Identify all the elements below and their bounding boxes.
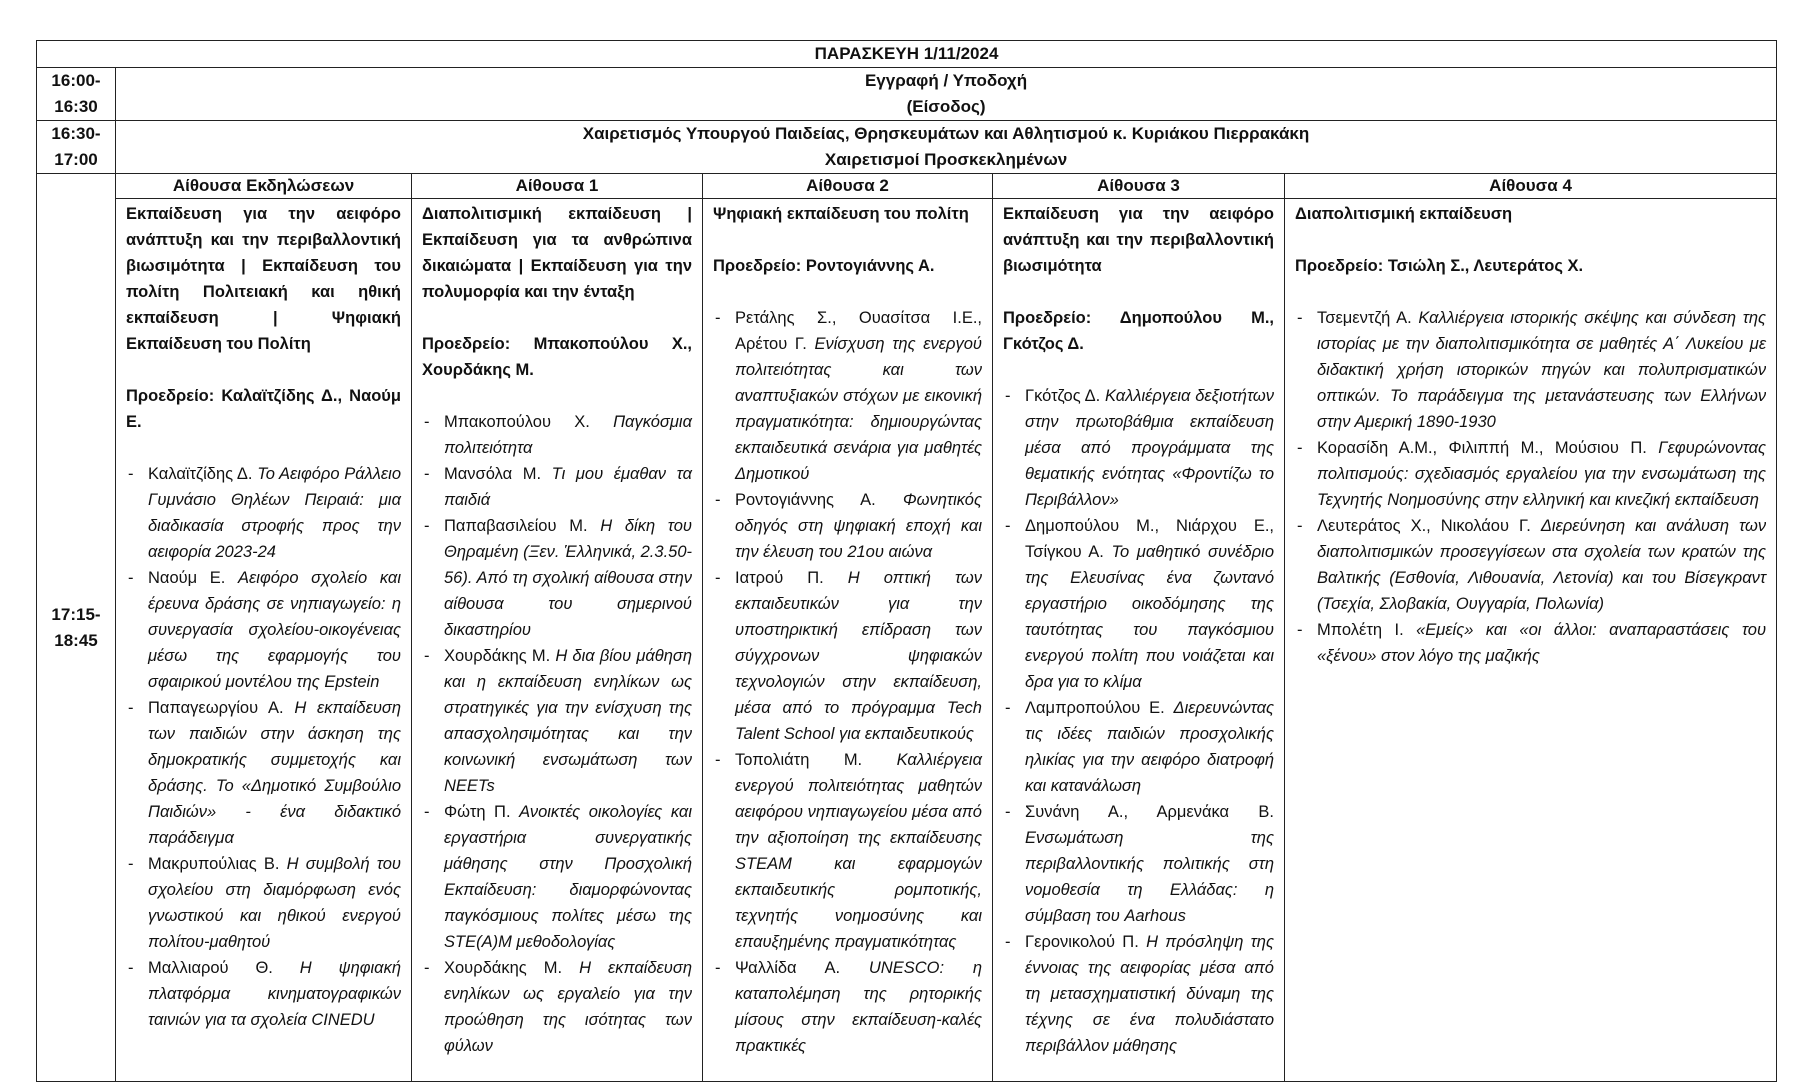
talk-authors: Λαμπροπούλου Ε. — [1025, 699, 1174, 717]
talk-authors: Συνάνη Α., Αρμενάκα Β. — [1025, 803, 1274, 821]
talk-item — [713, 565, 982, 747]
session-topic: Εκπαίδευση για την αειφόρο ανάπτυξη και την περιβαλλοντική βιωσιμότητα | Εκπαίδευση του πολίτη Πολιτειακή και ηθική εκπαίδευση | Ψηφιακή Εκπαίδευση του Πολίτη — [126, 205, 401, 353]
room-program-cell — [116, 199, 412, 1082]
session-topic: Ψηφιακή εκπαίδευση του πολίτη — [713, 205, 969, 223]
time-slot-session — [37, 174, 116, 1082]
session-topic: Εκπαίδευση για την αειφόρο ανάπτυξη και την περιβαλλοντική βιωσιμότητα — [1003, 205, 1274, 275]
session-chair: Προεδρείο: Τσιώλη Σ., Λευτεράτος Χ. — [1295, 257, 1584, 275]
talk-item — [713, 747, 982, 955]
time-slot-greetings — [37, 121, 116, 174]
talk-item — [422, 799, 692, 955]
talk-title: Το Αειφόρο Ράλλειο Γυμνάσιο Θηλέων Πειραιά: μια διαδικασία στροφής προς την αειφορία 2023-24 — [148, 465, 401, 561]
talk-item — [713, 487, 982, 565]
talk-item — [422, 955, 692, 1059]
talk-authors: Ιατρού Π. — [735, 569, 848, 587]
session-chair: Προεδρείο: Ροντογιάννης Α. — [713, 257, 935, 275]
talk-title: Η δίκη του Θηραμένη (Ξεν. Ἑλληνικά, 2.3.50-56). Από τη σχολική αίθουσα στην αίθουσα του σημερινού δικαστηρίου — [444, 517, 692, 639]
talk-authors: Μπολέτη Ι. — [1317, 621, 1417, 639]
talk-title: Γεφυρώνοντας πολιτισμούς: σχεδιασμός εργαλείου για την ενσωμάτωση της Τεχνητής Νοημοσύνης στην ελληνική και κινεζική εκπαίδευση — [1317, 439, 1767, 509]
session-chair: Προεδρείο: Καλαϊτζίδης Δ., Ναούμ Ε. — [126, 387, 401, 431]
room-program-cell — [412, 199, 703, 1082]
talk-list — [713, 305, 982, 1059]
talk-item — [126, 695, 401, 851]
talk-title: Η δια βίου μάθηση και η εκπαίδευση ενηλίκων ως στρατηγικές για την ενίσχυση της απασχολησιμότητας και την κοινωνική ενσωμάτωση των NEETs — [444, 647, 692, 795]
talk-list — [1003, 383, 1274, 1059]
talk-title: Ενσωμάτωση της περιβαλλοντικής πολιτικής στη νομοθεσία τη Ελλάδας: η σύμβαση του Aarhous — [1025, 829, 1274, 925]
talk-authors: Δημοπούλου Μ., Νιάρχου Ε., Τσίγκου Α. — [1025, 517, 1274, 561]
room-program-cell — [1285, 199, 1777, 1082]
session-chair: Προεδρείο: Μπακοπούλου Χ., Χουρδάκης Μ. — [422, 335, 692, 379]
talk-title: Αειφόρο σχολείο και έρευνα δράσης σε νηπιαγωγείο: η συνεργασία σχολείου-οικογένειας μέσω της εφαρμογής του σφαιρικού μοντέλου της Epstein — [148, 569, 401, 691]
room-program-cell — [993, 199, 1285, 1082]
room-header: Αίθουσα 4 — [1285, 174, 1777, 199]
talk-authors: Ροντογιάννης Α. — [735, 491, 903, 509]
talk-title: Η οπτική των εκπαιδευτικών για την υποστηρικτική επίδραση των σύγχρονων ψηφιακών τεχνολογιών στην εκπαίδευση, μέσα από το πρόγραμμα Tech Talent School για εκπαιδευτικούς — [735, 569, 982, 743]
talk-authors: Γερονικολού Π. — [1025, 933, 1147, 951]
room-header: Αίθουσα Εκδηλώσεων — [116, 174, 412, 199]
talk-item — [422, 461, 692, 513]
talk-authors: Τοπολιάτη Μ. — [735, 751, 897, 769]
talk-item — [1003, 695, 1274, 799]
talk-item — [126, 955, 401, 1033]
talk-title: «Εμείς» και «οι άλλοι: αναπαραστάσεις του «ξένου» στον λόγο της μαζικής — [1317, 621, 1767, 665]
talk-item — [1295, 305, 1766, 435]
talk-authors: Λευτεράτος Χ., Νικολάου Γ. — [1317, 517, 1541, 535]
day-title: ΠΑΡΑΣΚΕΥΗ 1/11/2024 — [37, 41, 1777, 68]
talk-list — [422, 409, 692, 1059]
talk-item — [713, 305, 982, 487]
talk-authors: Μακρυπούλιας Β. — [148, 855, 287, 873]
talk-item — [126, 851, 401, 955]
schedule-table — [36, 40, 1777, 1082]
talk-item — [1295, 513, 1766, 617]
talk-title: Διερεύνηση και ανάλυση των διαπολιτισμικών προσεγγίσεων στα σχολεία των κρατών της Βαλτικής (Εσθονία, Λιθουανία, Λετονία) και του Βίσεγκραντ (Τσεχία, Σλοβακία, Ουγγαρία, Πολωνία) — [1317, 517, 1767, 613]
registration-label: Εγγραφή / Υποδοχή — [864, 71, 1028, 90]
talk-title: Τι μου έμαθαν τα παιδιά — [444, 465, 692, 509]
talk-item — [1295, 435, 1766, 513]
talk-authors: Γκότζος Δ. — [1025, 387, 1105, 405]
talk-title: Ανοικτές οικολογίες και εργαστήρια συνεργατικής μάθησης στην Προσχολική Εκπαίδευση: διαμορφώνοντας παγκόσμιους πολίτες μέσω της STE(A)M μεθοδολογίας — [444, 803, 692, 951]
talk-title: Η εκπαίδευση ενηλίκων ως εργαλείο για την προώθηση της ισότητας των φύλων — [444, 959, 692, 1055]
talk-authors: Καλαϊτζίδης Δ. — [148, 465, 258, 483]
time-slot-registration — [37, 68, 116, 121]
talk-list — [126, 461, 401, 1033]
time-label: 16:30- 17:00 — [51, 124, 101, 169]
talk-item — [1003, 513, 1274, 695]
talk-authors: Ψαλλίδα Α. — [735, 959, 869, 977]
session-topic: Διαπολιτισμική εκπαίδευση | Εκπαίδευση για τα ανθρώπινα δικαιώματα | Εκπαίδευση για την πολυμορφία και την ένταξη — [422, 205, 692, 301]
talk-authors: Παπαβασιλείου Μ. — [444, 517, 601, 535]
time-label: 17:15- 18:45 — [51, 604, 101, 650]
talk-item — [422, 513, 692, 643]
talk-title: Ενίσχυση της ενεργού πολιτειότητας και των αναπτυξιακών στόχων με εικονική πραγματικότητα: δημιουργώντας εκπαιδευτικά σενάρια για μαθητές Δημοτικού — [735, 335, 982, 483]
talk-authors: Παπαγεωργίου Α. — [148, 699, 295, 717]
session-chair: Προεδρείο: Δημοπούλου Μ., Γκότζος Δ. — [1003, 309, 1274, 353]
minister-greeting: Χαιρετισμός Υπουργού Παιδείας, Θρησκευμάτων και Αθλητισμού κ. Κυριάκου Πιερρακάκη — [582, 124, 1310, 143]
talk-title: Το μαθητικό συνέδριο της Ελευσίνας ένα ζωντανό εργαστήριο οικοδόμησης της ταυτότητας του παγκόσμιου ενεργού πολίτη που νοιάζεται και δρα για το κλίμα — [1025, 543, 1274, 691]
talk-authors: Φώτη Π. — [444, 803, 520, 821]
talk-authors: Τσεμεντζή Α. — [1317, 309, 1419, 327]
talk-title: Καλλιέργεια ιστορικής σκέψης και σύνδεση της ιστορίας με την διαπολιτισμικότητα σε μαθητές Α΄ Λυκείου με διδακτική χρήση ιστορικών πηγών και πολυπρισματικών οπτικών. Το παράδειγμα της μετανάστευσης των Ελλήνων στην Αμερική 1890-1930 — [1317, 309, 1767, 431]
talk-authors: Χουρδάκης Μ. — [444, 959, 580, 977]
talk-title: Φωνητικός οδηγός στη ψηφιακή εποχή και την έλευση του 21ου αιώνα — [735, 491, 982, 561]
talk-item — [126, 461, 401, 565]
talk-title: Η ψηφιακή πλατφόρμα κινηματογραφικών ταινιών για τα σχολεία CINEDU — [148, 959, 401, 1029]
session-topic: Διαπολιτισμική εκπαίδευση — [1295, 205, 1513, 223]
talk-authors: Μπακοπούλου Χ. — [444, 413, 614, 431]
talk-title: Η συμβολή του σχολείου στη διαμόρφωση ενός γνωστικού και ηθικού ενεργού πολίτου-μαθητού — [148, 855, 401, 951]
room-header: Αίθουσα 2 — [703, 174, 993, 199]
talk-list — [1295, 305, 1766, 669]
room-program-cell — [703, 199, 993, 1082]
registration-cell — [116, 68, 1777, 121]
time-label: 16:00- 16:30 — [51, 71, 101, 116]
talk-item — [1003, 929, 1274, 1059]
talk-title: Η πρόσληψη της έννοιας της αειφορίας μέσα από τη μετασχηματιστική δύναμη της τέχνης σε ένα πολυδιάστατο περιβάλλον μάθησης — [1025, 933, 1274, 1055]
greetings-cell — [116, 121, 1777, 174]
talk-authors: Κορασίδη Α.Μ., Φιλιππή Μ., Μούσιου Π. — [1317, 439, 1659, 457]
talk-title: Διερευνώντας τις ιδέες παιδιών προσχολικής ηλικίας για την αειφόρο διατροφή και κατανάλωση — [1025, 699, 1274, 795]
talk-title: Καλλιέργεια ενεργού πολιτειότητας μαθητών αειφόρου νηπιαγωγείου μέσα από την αξιοποίηση της εκπαίδευσης STEAM και εφαρμογών εκπαιδευτικής ρομποτικής, τεχνητής νοημοσύνης και επαυξημένης πραγματικότητας — [735, 751, 982, 951]
talk-item — [713, 955, 982, 1059]
talk-authors: Μαλλιαρού Θ. — [148, 959, 300, 977]
talk-title: UNESCO: η καταπολέμηση της ρητορικής μίσους στην εκπαίδευση-καλές πρακτικές — [735, 959, 983, 1055]
talk-item — [422, 643, 692, 799]
guest-greetings: Χαιρετισμοί Προσκεκλημένων — [824, 150, 1068, 169]
talk-item — [1003, 383, 1274, 513]
talk-authors: Χουρδάκης Μ. — [444, 647, 556, 665]
talk-title: Η εκπαίδευση των παιδιών στην άσκηση της δημοκρατικής συμμετοχής και δράσης. Το «Δημοτικό Συμβούλιο Παιδιών» - ένα διδακτικό παράδειγμα — [148, 699, 401, 847]
room-header: Αίθουσα 1 — [412, 174, 703, 199]
talk-authors: Μανσόλα Μ. — [444, 465, 552, 483]
talk-title: Παγκόσμια πολιτειότητα — [444, 413, 692, 457]
room-header: Αίθουσα 3 — [993, 174, 1285, 199]
talk-authors: Ρετάλης Σ., Ουασίτσα Ι.Ε., Αρέτου Γ. — [735, 309, 982, 353]
talk-item — [1295, 617, 1766, 669]
talk-item — [422, 409, 692, 461]
talk-item — [1003, 799, 1274, 929]
talk-item — [126, 565, 401, 695]
talk-authors: Ναούμ Ε. — [148, 569, 239, 587]
talk-title: Καλλιέργεια δεξιοτήτων στην πρωτοβάθμια εκπαίδευση μέσα από προγράμματα της θεματικής ενότητας «Φροντίζω το Περιβάλλον» — [1025, 387, 1274, 509]
entrance-label: (Είσοδος) — [906, 97, 986, 116]
